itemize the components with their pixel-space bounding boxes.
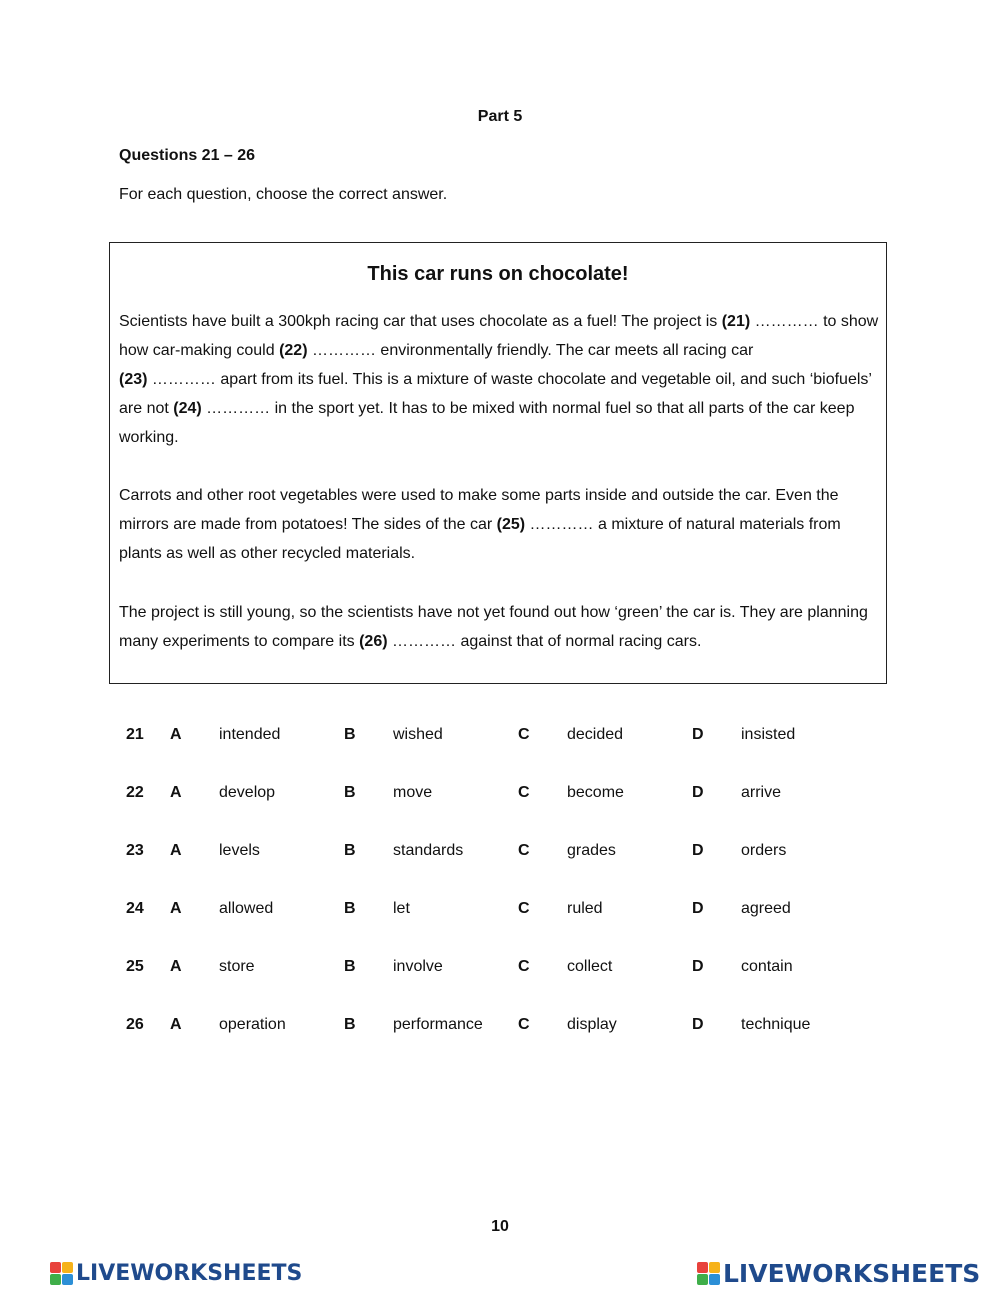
option-b[interactable]: standards <box>393 842 464 859</box>
gap-26-label: (26) <box>359 633 388 650</box>
gap-24-label: (24) <box>173 400 202 417</box>
questions-range: Questions 21 – 26 <box>119 147 256 164</box>
gap-23-label: (23) <box>119 371 148 388</box>
question-number: 21 <box>126 726 144 743</box>
option-letter-d: D <box>692 958 704 975</box>
gap-21-label: (21) <box>721 313 751 330</box>
paragraph-1 <box>119 307 879 452</box>
question-number: 25 <box>126 958 144 975</box>
option-letter-a: A <box>170 958 182 975</box>
option-a[interactable]: levels <box>219 842 260 859</box>
option-b[interactable]: move <box>393 784 433 801</box>
option-c[interactable]: decided <box>567 726 624 743</box>
question-number: 24 <box>126 900 144 917</box>
option-letter-b: B <box>344 900 356 917</box>
option-b[interactable]: wished <box>393 726 443 743</box>
question-row-23 <box>0 842 1000 864</box>
option-letter-d: D <box>692 784 704 801</box>
option-letter-a: A <box>170 784 182 801</box>
option-letter-b: B <box>344 842 356 859</box>
option-d[interactable]: agreed <box>741 900 791 917</box>
option-a[interactable]: intended <box>219 726 281 743</box>
logo-text: LIVEWORKSHEETS <box>76 1260 303 1286</box>
liveworksheets-logo-right[interactable] <box>697 1258 980 1288</box>
option-c[interactable]: ruled <box>567 900 603 917</box>
paragraph-text: ………… apart from its fuel. This is a mixture of waste chocolate and vegetable oil, and such ‘biofuels’ are not <box>119 371 872 417</box>
option-letter-d: D <box>692 726 704 743</box>
paragraph-text: The project is still young, so the scientists have not yet found out how ‘green’ the car is. They are planning many experiments to compare its <box>119 604 868 650</box>
option-letter-b: B <box>344 1016 356 1033</box>
option-c[interactable]: grades <box>567 842 616 859</box>
paragraph-2 <box>119 481 879 568</box>
reading-title: This car runs on chocolate! <box>367 263 629 285</box>
gap-25-label: (25) <box>496 516 526 533</box>
option-d[interactable]: technique <box>741 1016 811 1033</box>
option-c[interactable]: collect <box>567 958 613 975</box>
paragraph-text: ………… in the sport yet. It has to be mixed with normal fuel so that all parts of the car keep working. <box>119 400 855 446</box>
option-b[interactable]: let <box>393 900 410 917</box>
option-c[interactable]: display <box>567 1016 617 1033</box>
option-a[interactable]: store <box>219 958 255 975</box>
option-letter-d: D <box>692 900 704 917</box>
question-number: 26 <box>126 1016 144 1033</box>
option-letter-c: C <box>518 958 530 975</box>
part-heading: Part 5 <box>477 108 523 125</box>
option-letter-c: C <box>518 1016 530 1033</box>
liveworksheets-mark-icon <box>697 1262 720 1285</box>
question-row-25 <box>0 958 1000 980</box>
question-number: 22 <box>126 784 144 801</box>
option-letter-d: D <box>692 1016 704 1033</box>
option-b[interactable]: performance <box>393 1016 483 1033</box>
option-letter-d: D <box>692 842 704 859</box>
option-c[interactable]: become <box>567 784 624 801</box>
option-a[interactable]: develop <box>219 784 276 801</box>
option-letter-b: B <box>344 958 356 975</box>
option-letter-c: C <box>518 842 530 859</box>
option-b[interactable]: involve <box>393 958 443 975</box>
paragraph-text: Carrots and other root vegetables were used to make some parts inside and outside the car. Even the mirrors are made from potatoes! The sides of the car <box>119 487 839 533</box>
option-letter-a: A <box>170 900 182 917</box>
liveworksheets-logo-left[interactable] <box>50 1258 302 1288</box>
liveworksheets-mark-icon <box>50 1262 73 1285</box>
paragraph-text: Scientists have built a 300kph racing car that uses chocolate as a fuel! The project is <box>119 313 722 330</box>
option-d[interactable]: orders <box>741 842 787 859</box>
option-a[interactable]: operation <box>219 1016 286 1033</box>
option-letter-c: C <box>518 726 530 743</box>
option-letter-c: C <box>518 900 530 917</box>
option-letter-b: B <box>344 784 356 801</box>
option-letter-a: A <box>170 1016 182 1033</box>
paragraph-text: ………… environmentally friendly. The car meets all racing car <box>307 342 754 359</box>
question-row-24 <box>0 900 1000 922</box>
paragraph-text: ………… to show how car-making could <box>119 313 879 359</box>
instruction-text: For each question, choose the correct answer. <box>119 186 448 203</box>
paragraph-3 <box>119 598 879 656</box>
option-letter-c: C <box>518 784 530 801</box>
reading-text-box <box>109 242 887 684</box>
gap-22-label: (22) <box>279 342 308 359</box>
logo-text: LIVEWORKSHEETS <box>723 1258 981 1288</box>
option-letter-a: A <box>170 842 182 859</box>
question-number: 23 <box>126 842 144 859</box>
option-d[interactable]: contain <box>741 958 793 975</box>
option-letter-a: A <box>170 726 182 743</box>
paragraph-text: ………… a mixture of natural materials from plants as well as other recycled materials. <box>119 516 841 562</box>
question-row-22 <box>0 784 1000 806</box>
option-a[interactable]: allowed <box>219 900 274 917</box>
question-row-21 <box>0 726 1000 748</box>
option-letter-b: B <box>344 726 356 743</box>
paragraph-text: ………… against that of normal racing cars. <box>387 633 702 650</box>
option-d[interactable]: insisted <box>741 726 796 743</box>
option-d[interactable]: arrive <box>741 784 782 801</box>
page-number: 10 <box>491 1218 509 1235</box>
question-row-26 <box>0 1016 1000 1038</box>
